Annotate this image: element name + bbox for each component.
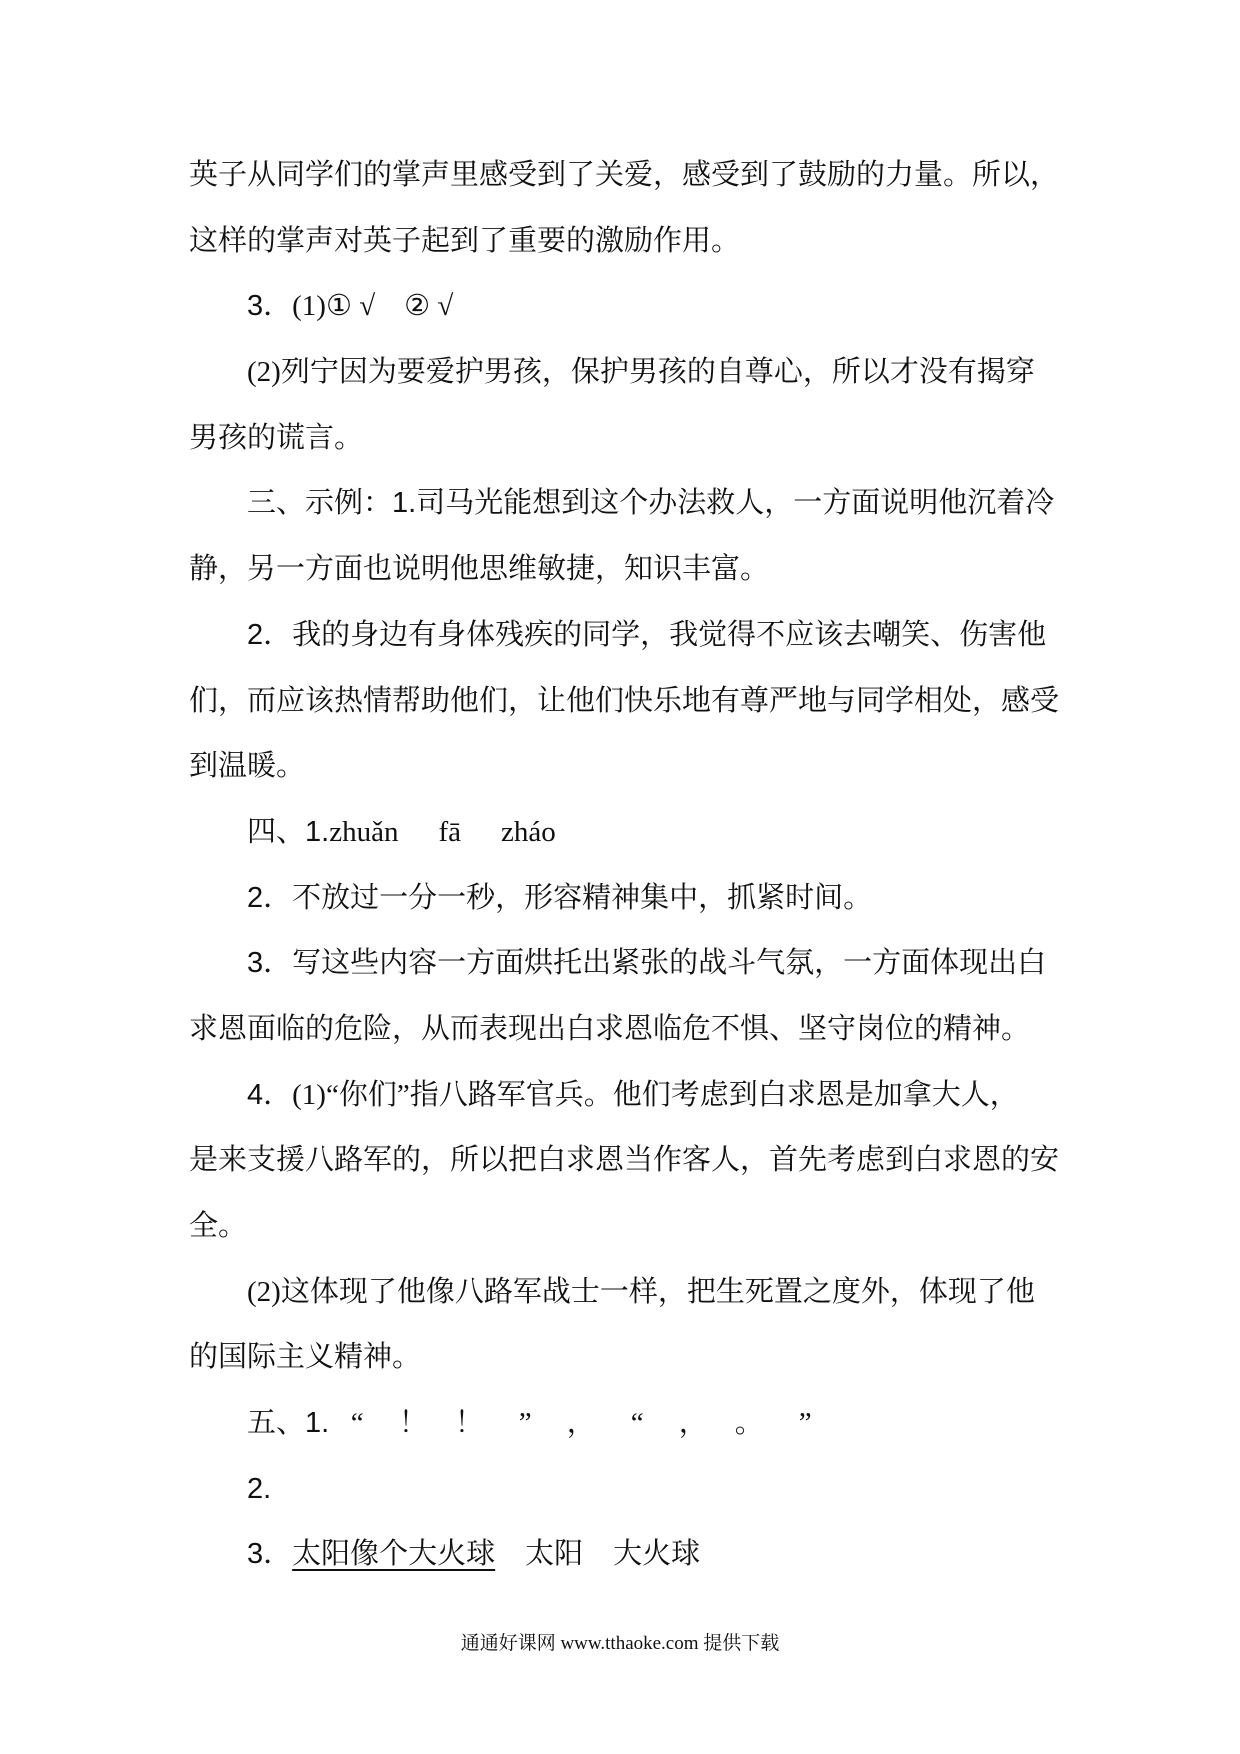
answer-text (189, 143, 1059, 1588)
answer-paragraph (189, 1260, 1059, 1391)
line-text: (1)“你们”指八路军官兵。他们考虑到白求恩是加拿大人， (292, 1078, 1019, 1111)
punctuation-mark: ” (798, 1407, 812, 1440)
answer-paragraph (189, 1457, 1059, 1523)
line-text: (1)① √ ② √ (292, 290, 454, 323)
section-label: 五、 (247, 1407, 306, 1440)
text-line: 们，而应该热情帮助他们，让他们快乐地有尊严地与同学相处，感受 (189, 684, 1060, 717)
answer-paragraph (189, 274, 1059, 340)
text-line: 到温暖。 (189, 750, 306, 783)
text-line: 英子从同学们的掌声里感受到了关爱，感受到了鼓励的力量。所以， (189, 159, 1060, 191)
text-line: 求恩面临的危险，从而表现出白求恩临危不惧、坚守岗位的精神。 (189, 1012, 1031, 1045)
answer-paragraph (189, 800, 1059, 866)
item-number: 1. (305, 815, 330, 848)
answer-paragraph (189, 1391, 1059, 1457)
answer-paragraph (189, 866, 1059, 932)
punctuation-mark: ， (566, 1407, 596, 1440)
answer-paragraph (189, 931, 1059, 1062)
punctuation-mark: “ (630, 1407, 644, 1440)
text-line (189, 1457, 1059, 1523)
item-number: 4． (247, 1078, 293, 1111)
text-line: 这样的掌声对英子起到了重要的激励作用。 (189, 224, 741, 257)
punctuation-mark: ！ (398, 1407, 428, 1440)
item-number: 1. (392, 487, 417, 520)
line-text: 我的身边有身体残疾的同学，我觉得不应该去嘲笑、伤害他 (292, 618, 1047, 651)
answer-paragraph (189, 603, 1059, 800)
page-footer: 通通好课网 www.tthaoke.com 提供下载 (460, 1633, 780, 1654)
text-line (189, 1522, 1059, 1588)
section-label: 四、 (247, 815, 306, 848)
text-line (189, 274, 1059, 340)
text-line: 的国际主义精神。 (189, 1341, 422, 1374)
text-line (189, 603, 1059, 669)
pinyin-answer: zháo (500, 815, 556, 848)
line-text: 写这些内容一方面烘托出紧张的战斗气氛，一方面体现出白 (292, 947, 1047, 980)
text-line (189, 866, 1059, 932)
item-number: 2． (247, 618, 293, 651)
answer-paragraph (189, 1063, 1059, 1260)
item-number: 2． (247, 881, 293, 914)
answer-paragraph (189, 471, 1059, 602)
text-line (189, 471, 1059, 537)
pinyin-answer: fā (438, 815, 461, 848)
punctuation-mark: ， (678, 1407, 708, 1440)
item-number: 1. (305, 1407, 330, 1440)
pinyin-answer: zhuǎn (329, 815, 399, 848)
punctuation-mark: ！ (454, 1407, 484, 1440)
text-line: (2)列宁因为要爱护男孩，保护男孩的自尊心，所以才没有揭穿 (247, 356, 1035, 389)
text-line: 全。 (189, 1210, 248, 1242)
line-text: 不放过一分一秒，形容精神集中，抓紧时间。 (292, 881, 873, 914)
punctuation-mark: ” (518, 1407, 532, 1440)
underlined-answer: 太阳像个大火球 (292, 1538, 496, 1571)
text-line (189, 800, 1059, 866)
answer-word: 太阳 (525, 1538, 584, 1571)
text-line: 是来支援八路军的，所以把白求恩当作客人，首先考虑到白求恩的安 (189, 1144, 1060, 1177)
punctuation-mark: “ (350, 1407, 364, 1440)
answer-word: 大火球 (613, 1538, 701, 1571)
item-number: 2. (247, 1472, 272, 1505)
text-line: 静，另一方面也说明他思维敏捷，知识丰富。 (189, 553, 770, 586)
answer-paragraph (189, 143, 1059, 274)
text-line (189, 1063, 1059, 1129)
item-number: 3． (247, 290, 293, 323)
answer-paragraph (189, 1522, 1059, 1588)
item-number: 3． (247, 1538, 293, 1571)
text-line: (2)这体现了他像八路军战士一样，把生死置之度外，体现了他 (247, 1275, 1035, 1308)
section-label: 三、示例： (247, 487, 393, 520)
item-number: 3． (247, 947, 293, 980)
text-line (189, 1391, 1059, 1457)
answer-paragraph (189, 340, 1059, 471)
line-text: 司马光能想到这个办法救人，一方面说明他沉着冷 (416, 487, 1055, 520)
text-line: 男孩的谎言。 (189, 421, 364, 454)
punctuation-mark: 。 (734, 1407, 764, 1440)
text-line (189, 931, 1059, 997)
